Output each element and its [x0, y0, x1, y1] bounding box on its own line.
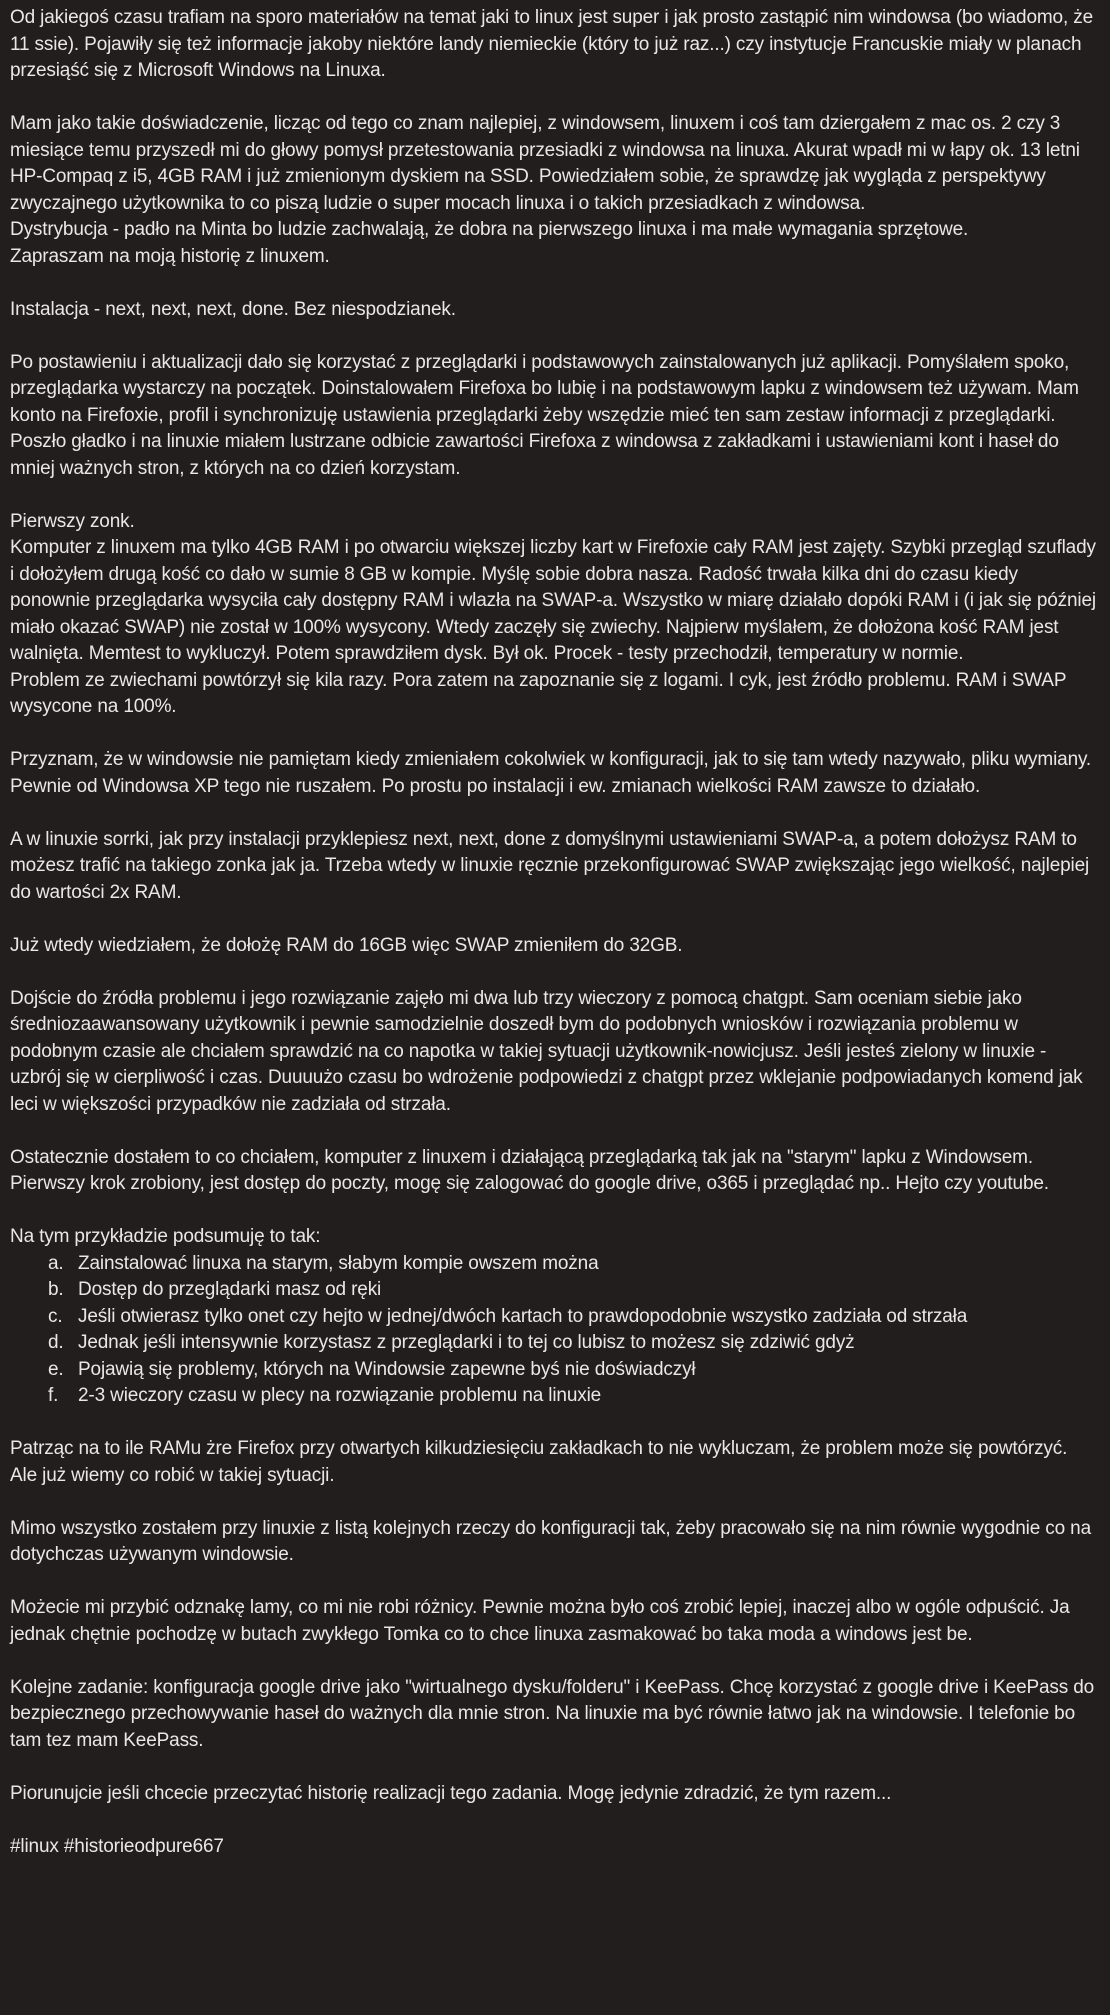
list-item-text: Dostęp do przeglądarki masz od ręki [78, 1279, 382, 1300]
list-item-text: Jednak jeśli intensywnie korzystasz z przeglądarki i to tej co lubisz to możesz się zdziwić gdyż [78, 1332, 855, 1353]
text-chunk: Problem ze zwiechami powtórzył się kila razy. Pora zatem na zapoznanie się z logami. I cyk, jest źródło problemu. RAM i SWAP wysycone na 100%. [10, 669, 1072, 717]
text-chunk: Przyznam, że w windowsie nie pamiętam kiedy zmieniałem cokolwiek w konfiguracji, jak to się tam wtedy nazywało, pliku wymiany. Pewnie od Windowsa XP tego nie ruszałem. Po prostu po instalacji i ew. zmianach wielkości RAM zawsze to działało. [10, 749, 1097, 797]
list-item [10, 1357, 1098, 1384]
text-chunk: Zapraszam na moją historię z linuxem. [10, 245, 330, 267]
list-item [10, 1383, 1098, 1410]
list-item-marker: b. [48, 1279, 64, 1300]
experience-paragraph [10, 111, 1098, 270]
list-item-marker: f. [48, 1385, 59, 1406]
windows-pagefile-paragraph [10, 747, 1098, 800]
list-item-marker: c. [48, 1305, 63, 1327]
next-task-paragraph [10, 1675, 1098, 1755]
list-item [10, 1304, 1098, 1331]
text-chunk: Ostatecznie dostałem to co chciałem, komputer z linuxem i działającą przeglądarką tak jak na "starym" lapku z Windowsem. Pierwszy krok zrobiony, jest dostęp do poczty, mogę się zalogować do google drive, o365 i przeglądać np.. Hejto czy youtube. [10, 1146, 1049, 1194]
text-chunk: Już wtedy wiedziałem, że dołożę RAM do 16GB więc SWAP zmieniłem do 32GB. [10, 934, 683, 956]
text-chunk: Mimo wszystko zostałem przy linuxie z listą kolejnych rzeczy do konfiguracji tak, żeby pracowało się na nim równie wygodnie co na dotychczas używanym windowsie. [10, 1517, 1097, 1565]
lama-badge-paragraph [10, 1595, 1098, 1648]
text-chunk: Możecie mi przybić odznakę lamy, co mi nie robi różnicy. Pewnie można było coś zrobić lepiej, inaczej albo w ogóle odpuścić. Ja jednak chętnie pochodzę w butach zwykłego Tomka co to chce linuxa zasmakować bo taka moda a windows jest be. [10, 1597, 1075, 1645]
text-chunk: A w linuxie sorrki, jak przy instalacji przyklepiesz next, next, done z domyślnymi ustawieniami SWAP-a, a potem dołożysz RAM to możesz trafić na takiego zonka jak ja. Trzeba wtedy w linuxie ręcznie przekonfigurować SWAP zwiększając jego wielkość, najlepiej do wartości 2x RAM. [10, 828, 1095, 903]
text-chunk: Po postawieniu i aktualizacji dało się korzystać z przeglądarki i podstawowych zainstalowanych już aplikacji. Pomyślałem spoko, przeglądarka wystarczy na początek. Doinstalowałem Firefoxa bo lubię i na podstawowym lapku z windowsem też używam. Mam konto na Firefoxie, profil i synchronizuję ustawienia przeglądarki żeby wszędzie mieć ten sam zestaw informacji z przeglądarki. Poszło gładko i na linuxie miałem lustrzane odbicie zawartości Firefoxa z windowsa z zakładkami i ustawieniami kont i haseł do mniej ważnych stron, z których na co dzień korzystam. [10, 351, 1084, 479]
text-chunk: Komputer z linuxem ma tylko 4GB RAM i po otwarciu większej liczby kart w Firefoxie cały RAM jest zajęty. Szybki przegląd szuflady i dołożyłem drugą kość co dało w sumie 8 GB w kompie. Myślę sobie dobra nasza. Radość trwała kilka dni do czasu kiedy ponownie przeglądarka wysyciła cały dostępny RAM i wlazła na SWAP-a. Wszystko w miarę działało dopóki RAM i (i jak się później miało okazać SWAP) nie został w 100% wysycony. Wtedy zaczęły się zwiechy. Najpierw myślałem, że dołożona kość RAM jest walnięta. Memtest to wykluczył. Potem sprawdziłem dysk. Był ok. Procek - testy przechodził, temperatury w normie. [10, 537, 1102, 664]
list-item-text: Zainstalować linuxa na starym, słabym kompie owszem można [78, 1252, 599, 1274]
list-item-text: 2-3 wieczory czasu w plecy na rozwiązanie problemu na linuxie [78, 1385, 602, 1406]
firefox-ram-paragraph [10, 1436, 1098, 1489]
teaser-paragraph [10, 1781, 1098, 1808]
text-chunk: Mam jako takie doświadczenie, licząc od tego co znam najlepiej, z windowsem, linuxem i coś tam dziergałem z mac os. 2 czy 3 miesiące temu przyszedł mi do głowy pomysł przetestowania przesiadki z windowsa na linuxa. Akurat wpadł mi w łapy ok. 13 letni HP-Compaq z i5, 4GB RAM i już zmienionym dyskiem na SSD. Powiedziałem sobie, że sprawdzę jak wygląda z perspektywy zwyczajnego użytkownika to co piszą ludzie o super mocach linuxa i o takich przesiadkach z windowsa. [10, 113, 1086, 214]
text-chunk: Od jakiegoś czasu trafiam na sporo materiałów na temat jaki to linux jest super i jak prosto zastąpić nim windowsa (bo wiadomo, że 11 ssie). Pojawiły się też informacje jakoby niektóre landy niemieckie (który to już raz...) czy instytucje Francuskie miały w planach przesiąść się z Microsoft Windows na Linuxa. [10, 7, 1099, 81]
ram-upgrade-paragraph [10, 933, 1098, 960]
result-paragraph [10, 1145, 1098, 1198]
post-body [10, 5, 1102, 1860]
installation-paragraph [10, 297, 1098, 324]
first-problem-paragraph [10, 509, 1102, 721]
text-chunk: Dojście do źródła problemu i jego rozwiązanie zajęło mi dwa lub trzy wieczory z pomocą chatgpt. Sam oceniam siebie jako średniozaawansowany użytkownik i pewnie samodzielnie doszedł bym do podobnych wniosków i rozwiązania problemu w podobnym czasie ale chciałem sprawdzić na co napotka w takiej sytuacji użytkownik-nowicjusz. Jeśli jesteś zielony w linuxie - uzbrój się w cierpliwość i czas. Duuuużo czasu bo wdrożenie podpowiedzi z chatgpt przez wklejanie podpowiadanych komend jak leci w większości przypadków nie zadziała od strzała. [10, 987, 1088, 1115]
list-item [10, 1251, 1098, 1278]
list-intro: Na tym przykładzie podsumuję to tak: [10, 1226, 321, 1247]
list-item-text: Pojawią się problemy, których na Windowsie zapewne byś nie doświadczył [78, 1358, 696, 1380]
text-chunk: Patrząc na to ile RAMu żre Firefox przy otwartych kilkudziesięciu zakładkach to nie wykluczam, że problem może się powtórzyć. Ale już wiemy co robić w takiej sytuacji. [10, 1438, 1072, 1486]
list-item-marker: a. [48, 1252, 64, 1274]
summary-list [10, 1224, 1098, 1410]
text-chunk: Instalacja - next, next, next, done. Bez niespodzianek. [10, 298, 456, 320]
chatgpt-paragraph [10, 986, 1098, 1119]
staying-with-linux-paragraph [10, 1516, 1098, 1569]
text-chunk: Pierwszy zonk. [10, 510, 135, 532]
list-item-text: Jeśli otwierasz tylko onet czy hejto w jednej/dwóch kartach to prawdopodobnie wszystko zadziała od strzała [78, 1305, 968, 1327]
hashtag-line: #linux #historieodpure667 [10, 1835, 224, 1857]
list-item-marker: e. [48, 1358, 64, 1380]
firefox-sync-paragraph [10, 350, 1098, 483]
list-item [10, 1330, 1098, 1357]
text-chunk: Piorunujcie jeśli chcecie przeczytać historię realizacji tego zadania. Mogę jedynie zdradzić, że tym razem... [10, 1782, 892, 1804]
intro-paragraph [10, 5, 1098, 85]
text-chunk: Kolejne zadanie: konfiguracja google drive jako "wirtualnego dysku/folderu" i KeePass. Chcę korzystać z google drive i KeePass do bezpiecznego przechowywanie haseł do ważnych dla mnie stron. Na linuxie ma być równie łatwo jak na windowsie. I telefonie bo tam tez mam KeePass. [10, 1676, 1100, 1751]
hashtags [10, 1834, 1098, 1861]
linux-swap-paragraph [10, 827, 1098, 907]
list-item-marker: d. [48, 1332, 64, 1353]
text-chunk: Dystrybucja - padło na Minta bo ludzie zachwalają, że dobra na pierwszego linuxa i ma małe wymagania sprzętowe. [10, 219, 969, 240]
list-item [10, 1277, 1098, 1304]
